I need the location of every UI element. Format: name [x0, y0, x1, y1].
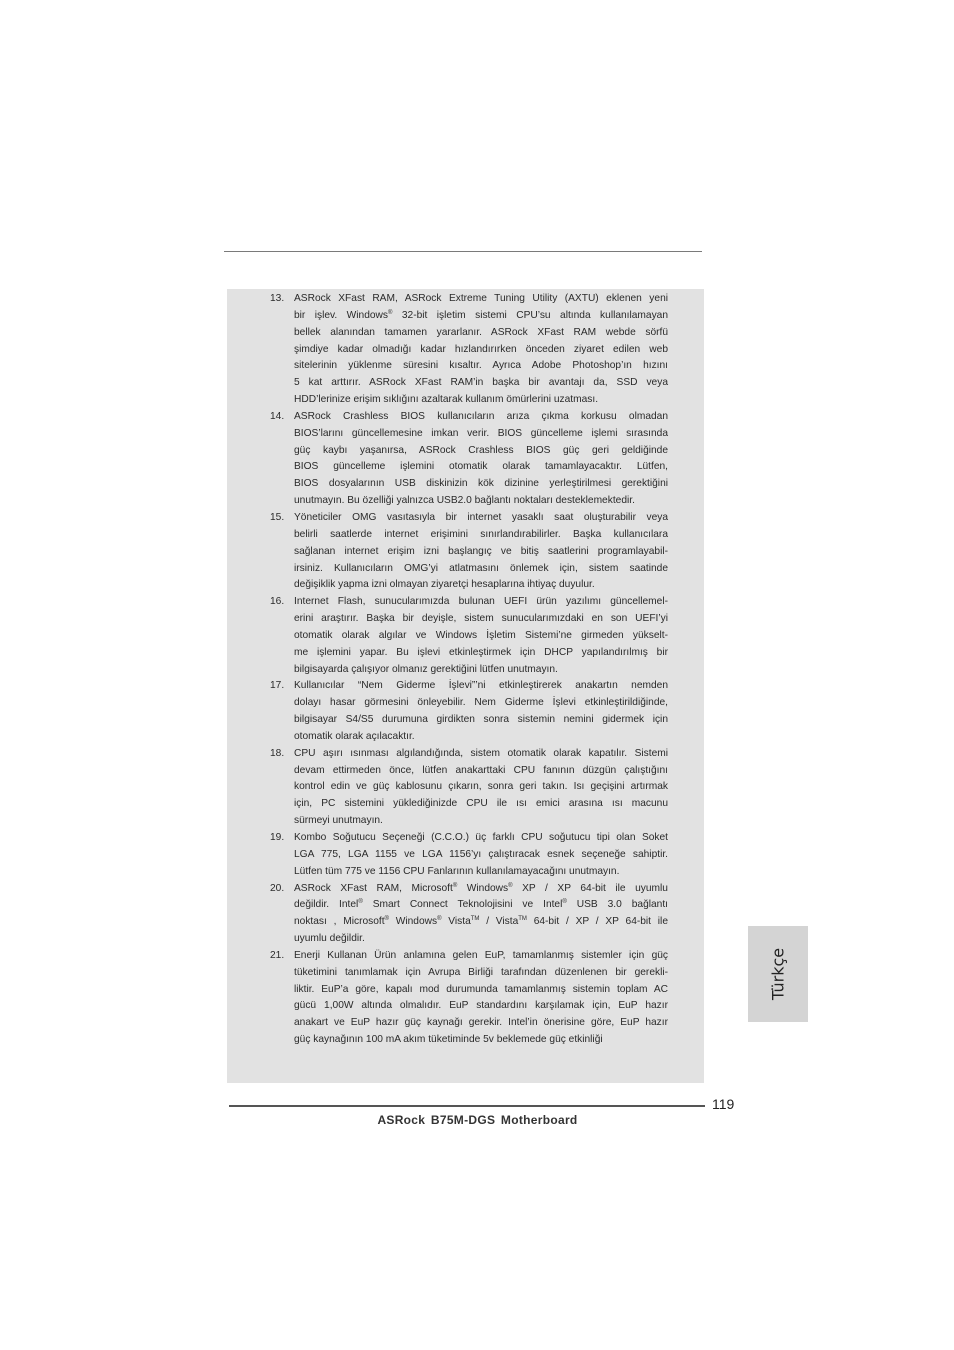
note-line: BIOS güncelleme işlemini otomatik olarak tamamlayacaktır. Lütfen, [294, 461, 668, 473]
note-item [270, 948, 668, 1049]
note-line: ASRock XFast RAM, ASRock Extreme Tuning Utility (AXTU) eklenen yeni [294, 293, 668, 304]
note-number: 14. [270, 410, 285, 422]
note-line: Yöneticiler OMG vasıtasıyla bir internet yasaklı saat oluşturabilir veya [294, 511, 668, 523]
note-line: güç kaybı yaşanırsa, ASRock Crashless BIOS güç geri geldiğinde [294, 444, 668, 456]
note-number: 16. [270, 596, 285, 608]
page-number: 119 [712, 1096, 735, 1112]
superscript-mark: ® [388, 309, 393, 316]
note-text [294, 409, 668, 510]
note-line: me işlemini yapar. Bu işlevi etkinleştirmek için DHCP yapılandırılmış bir [294, 646, 668, 658]
note-item [270, 409, 668, 510]
note-item [270, 746, 668, 830]
note-number: 18. [270, 747, 285, 759]
note-line: bilgisayar S4/S5 durumuna girdikten sonra sistemin nemini gidermek için [294, 714, 668, 726]
note-line: Internet Flash, sunucularımızda bulunan UEFI ürün yazılımı güncellemel- [294, 596, 668, 608]
superscript-mark: TM [470, 916, 480, 923]
note-item [270, 510, 668, 594]
note-text [294, 746, 668, 830]
note-text [294, 510, 668, 594]
note-item [270, 881, 668, 948]
note-line: uyumlu değildir. [294, 933, 365, 945]
note-item [270, 678, 668, 745]
note-line: LGA 775, LGA 1155 ve LGA 1156’yı çalıştıracak esnek seçeneğe sahiptir. [294, 848, 668, 860]
note-number: 17. [270, 680, 285, 692]
note-line: dolayı hasar görmesini önleyebilir. Nem Giderme İşlevi etkinleştirildiğinde, [294, 697, 668, 709]
note-number: 19. [270, 832, 285, 843]
superscript-mark: ® [452, 882, 458, 889]
note-line: irsiniz. Kullanıcıların OMG’yi atlatmasını önlemek için, sistem saatinde [294, 562, 668, 574]
note-text [294, 678, 668, 745]
note-line: belirli saatlerde internet erişimini sınırlandırabilirler. Başka kullanıcılara [294, 528, 668, 540]
note-item [270, 291, 668, 409]
note-line: için, PC sistemini yüklediğinizde CPU ile ısı emici arasına ısı macunu [294, 798, 668, 810]
note-line: sürmeyi unutmayın. [294, 815, 383, 827]
note-text [294, 881, 668, 948]
footer-rule [229, 1105, 705, 1107]
note-line: BIOS dosyalarının USB diskinizin kök dizinine yerleştirilmesi gerektiğini [294, 478, 668, 490]
superscript-mark: ® [358, 899, 363, 906]
note-text [294, 291, 668, 409]
note-line: sitelerinin yüklenme süresini kısaltır. Ayrıca Adobe Photoshop’ın hızını [294, 360, 668, 372]
note-line: değildir. Intel® Smart Connect Teknolojisini ve Intel® USB 3.0 bağlantı [294, 899, 669, 911]
note-line: ASRock Crashless BIOS kullanıcıların arıza çıkma korkusu olmadan [294, 410, 668, 422]
note-number: 21. [270, 949, 285, 961]
note-number: 15. [270, 511, 285, 523]
superscript-mark: ® [562, 899, 567, 906]
note-line: unutmayın. Bu özelliği yalnızca USB2.0 bağlantı noktaları desteklemektedir. [294, 495, 635, 507]
note-line: Kullanıcılar “Nem Giderme İşlevi”’ni etkinleştirerek anakartın nemden [294, 680, 668, 692]
superscript-mark: ® [437, 916, 442, 923]
note-line: CPU aşırı ısınması algılandığında, sistem otomatik olarak kapatılır. Sistemi [294, 747, 668, 759]
note-line: bilgisayarda çalışıyor olmanız gerektiğini lütfen unutmayın. [294, 663, 558, 675]
note-line: devam ettirmeden önce, lütfen anakarttaki CPU fanının düzgün çalıştığını [294, 764, 668, 776]
note-text [294, 594, 668, 678]
note-line: güç kaynağının 100 mA akım tüketiminde 5v beklemede güç etkinliği [294, 1034, 603, 1046]
note-line: bir işlev. Windows® 32-bit işletim sistemi CPU’su altında kullanılamayan [294, 309, 669, 321]
note-line: otomatik olarak açılacaktır. [294, 730, 415, 742]
notes-list [270, 291, 668, 1049]
note-line: erini araştırır. Başka bir deyişle, sistem sunucularımızdaki en son UEFI’yi [294, 613, 668, 625]
note-number: 20. [270, 882, 285, 894]
language-tab-label: Türkçe [768, 947, 788, 1001]
note-line: şimdiye kadar olmadığı kadar hızlandırırken önceden ziyaret edilen web [294, 343, 668, 355]
note-item [270, 830, 668, 881]
superscript-mark: TM [518, 916, 527, 923]
note-line: ASRock XFast RAM, Microsoft® Windows® XP / XP 64-bit ile uyumlu [294, 882, 668, 894]
note-line: gücü 1,00W altında olmalıdır. EuP standardını karşılamak için, EuP hazır [294, 1000, 668, 1012]
language-tab [748, 926, 808, 1022]
note-text [294, 948, 668, 1049]
note-line: liktir. EuP’a göre, kapalı mod durumunda tamamlanmış sistemin toplam AC [294, 983, 668, 995]
note-line: değişiklik yapma izni olmayan ziyaretçi hesaplarına ihtiyaç duyulur. [294, 579, 595, 591]
note-line: noktası , Microsoft® Windows® Vista™ / Vista™ 64-bit / XP / XP 64-bit ile [294, 916, 668, 928]
note-line: HDD’lerinize erişim sıklığını azaltarak kullanım ömürlerini uzatması. [294, 394, 599, 406]
note-line: sağlanan internet erişim izni başlangıç ve bitiş saatlerini programlayabil- [294, 545, 668, 557]
note-line: otomatik olarak algılar ve Windows İşletim Sistemi’ne girmeden yükselt- [294, 629, 668, 641]
note-number: 13. [270, 293, 285, 304]
note-line: Lütfen tüm 775 ve 1156 CPU Fanlarının kullanılamayacağını unutmayın. [294, 865, 620, 877]
note-text [294, 830, 668, 881]
footer-title: ASRock B75M-DGS Motherboard [377, 1113, 578, 1127]
note-line: bellek alanından tamamen yararlanır. ASRock XFast RAM webde sörfü [294, 326, 668, 338]
note-line: Enerji Kullanan Ürün anlamına gelen EuP, tamamlanmış sistemler için güç [294, 949, 668, 961]
header-rule [224, 251, 702, 252]
note-line: tüketimini tanımlamak için Avrupa Birliği tarafından düzenlenen bir gerekli- [294, 966, 668, 978]
note-item [270, 594, 668, 678]
note-line: kontrol edin ve güç kablosunu çıkarın, sonra geri takın. Isı geçişini artırmak [294, 781, 668, 793]
note-line: 5 kat arttırır. ASRock XFast RAM’in başka bir avantajı da, SSD veya [294, 377, 668, 389]
note-line: BIOS’larını güncellemesine imkan verir. BIOS güncelleme işlemi sırasında [294, 427, 668, 439]
superscript-mark: ® [384, 916, 389, 923]
superscript-mark: ® [508, 882, 513, 889]
note-line: Kombo Soğutucu Seçeneği (C.C.O.) üç farklı CPU soğutucu tipi olan Soket [294, 832, 668, 843]
note-line: anakart ve EuP hazır güç kaynağı gerekir. Intel’in önerisine göre, EuP hazır [294, 1017, 668, 1029]
